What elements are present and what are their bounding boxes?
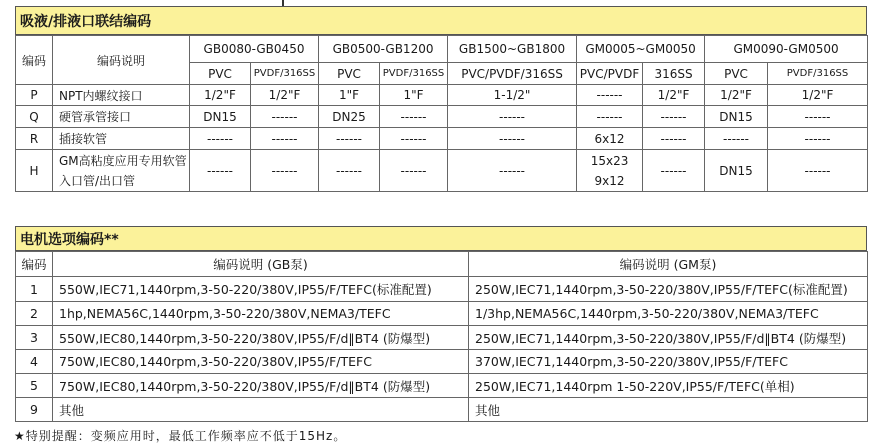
cell: ------ xyxy=(319,128,380,150)
gm-desc: 370W,IEC71,1440rpm,3-50-220/380V,IP55/F/TEFC xyxy=(469,350,868,374)
gb-desc: 750W,IEC80,1440rpm,3-50-220/380V,IP55/F/TEFC xyxy=(53,350,469,374)
header-code: 编码 xyxy=(16,36,53,85)
gb-desc: 1hp,NEMA56C,1440rpm,3-50-220/380V,NEMA3/TEFC xyxy=(53,302,469,326)
gm-desc: 250W,IEC71,1440rpm,3-50-220/380V,IP55/F/d‖BT4 (防爆型) xyxy=(469,326,868,350)
material-header: PVDF/316SS xyxy=(768,63,868,85)
row-code: Q xyxy=(16,106,53,128)
cell: 1"F xyxy=(380,85,448,106)
row-code: 3 xyxy=(16,326,53,350)
cell: ------ xyxy=(380,150,448,192)
cell: 1/2"F xyxy=(768,85,868,106)
cell: DN15 xyxy=(705,150,768,192)
section2-title: 电机选项编码** xyxy=(15,226,867,251)
cell: 1"F xyxy=(319,85,380,106)
cell: ------ xyxy=(190,128,251,150)
table-row xyxy=(16,128,868,150)
material-header: PVC/PVDF xyxy=(577,63,643,85)
table-row xyxy=(16,302,868,326)
cell: ------ xyxy=(251,150,319,192)
gb-desc: 750W,IEC80,1440rpm,3-50-220/380V,IP55/F/d‖BT4 (防爆型) xyxy=(53,374,469,398)
gb-desc: 550W,IEC71,1440rpm,3-50-220/380V,IP55/F/TEFC(标准配置) xyxy=(53,277,469,302)
section1-title: 吸液/排液口联结编码 xyxy=(15,6,867,35)
table-row xyxy=(16,398,868,422)
material-header: PVDF/316SS xyxy=(251,63,319,85)
row-code: 4 xyxy=(16,350,53,374)
cell-line: 9x12 xyxy=(594,173,625,188)
table-row xyxy=(16,150,868,192)
cell: ------ xyxy=(251,106,319,128)
gm-desc: 1/3hp,NEMA56C,1440rpm,3-50-220/380V,NEMA3/TEFC xyxy=(469,302,868,326)
header-desc: 编码说明 xyxy=(53,36,190,85)
group-header: GB0500-GB1200 xyxy=(319,36,448,63)
cell: 1/2"F xyxy=(251,85,319,106)
cell: 6x12 xyxy=(577,128,643,150)
row-desc: NPT内螺纹接口 xyxy=(53,85,190,106)
row-code: 5 xyxy=(16,374,53,398)
table-row xyxy=(16,374,868,398)
table-row xyxy=(16,326,868,350)
material-header: 316SS xyxy=(643,63,705,85)
cell: ------ xyxy=(448,106,577,128)
cell: 1-1/2" xyxy=(448,85,577,106)
table-row xyxy=(16,277,868,302)
cell: 1/2"F xyxy=(643,85,705,106)
motor-option-table xyxy=(15,251,868,422)
cell: ------ xyxy=(768,106,868,128)
gb-desc: 550W,IEC80,1440rpm,3-50-220/380V,IP55/F/d‖BT4 (防爆型) xyxy=(53,326,469,350)
connection-code-table xyxy=(15,35,868,192)
cell: DN15 xyxy=(705,106,768,128)
cell: ------ xyxy=(643,150,705,192)
group-header: GB1500~GB1800 xyxy=(448,36,577,63)
cell: DN15 xyxy=(190,106,251,128)
header-gm-desc: 编码说明 (GM泵) xyxy=(469,252,868,277)
cell: ------ xyxy=(768,128,868,150)
group-header: GM0005~GM0050 xyxy=(577,36,705,63)
table-header-row xyxy=(16,36,868,63)
row-desc xyxy=(53,150,190,192)
row-desc-line: 入口管/出口管 xyxy=(59,173,136,188)
material-header: PVC xyxy=(190,63,251,85)
cell: ------ xyxy=(577,106,643,128)
material-header: PVC/PVDF/316SS xyxy=(448,63,577,85)
table-row xyxy=(16,350,868,374)
table-row xyxy=(16,85,868,106)
cell: ------ xyxy=(705,128,768,150)
cell: 1/2"F xyxy=(705,85,768,106)
group-header: GB0080-GB0450 xyxy=(190,36,319,63)
table-header-row xyxy=(16,252,868,277)
material-header: PVC xyxy=(705,63,768,85)
cell: ------ xyxy=(380,106,448,128)
material-header: PVDF/316SS xyxy=(380,63,448,85)
cell: ------ xyxy=(768,150,868,192)
cell-line: 15x23 xyxy=(590,153,629,168)
row-code: 2 xyxy=(16,302,53,326)
row-code: P xyxy=(16,85,53,106)
cell: ------ xyxy=(643,106,705,128)
gm-desc: 250W,IEC71,1440rpm 1-50-220V,IP55/F/TEFC(单相) xyxy=(469,374,868,398)
cell: ------ xyxy=(380,128,448,150)
gb-desc: 其他 xyxy=(53,398,469,422)
material-header: PVC xyxy=(319,63,380,85)
cell: ------ xyxy=(251,128,319,150)
gm-desc: 250W,IEC71,1440rpm,3-50-220/380V,IP55/F/TEFC(标准配置) xyxy=(469,277,868,302)
row-desc-line: GM高粘度应用专用软管 xyxy=(59,153,187,168)
cell: ------ xyxy=(448,150,577,192)
cell: ------ xyxy=(577,85,643,106)
cell: ------ xyxy=(643,128,705,150)
row-desc: 硬管承管接口 xyxy=(53,106,190,128)
cell: ------ xyxy=(319,150,380,192)
row-code: H xyxy=(16,150,53,192)
row-code: 1 xyxy=(16,277,53,302)
gm-desc: 其他 xyxy=(469,398,868,422)
header-gb-desc: 编码说明 (GB泵) xyxy=(53,252,469,277)
row-desc: 插接软管 xyxy=(53,128,190,150)
cell: ------ xyxy=(190,150,251,192)
table-row xyxy=(16,106,868,128)
row-code: 9 xyxy=(16,398,53,422)
cell: ------ xyxy=(448,128,577,150)
cell: DN25 xyxy=(319,106,380,128)
cell xyxy=(577,150,643,192)
group-header: GM0090-GM0500 xyxy=(705,36,868,63)
header-code: 编码 xyxy=(16,252,53,277)
footnote: ★特别提醒：变频应用时，最低工作频率应不低于15Hz。 xyxy=(14,429,347,443)
row-code: R xyxy=(16,128,53,150)
cell: 1/2"F xyxy=(190,85,251,106)
